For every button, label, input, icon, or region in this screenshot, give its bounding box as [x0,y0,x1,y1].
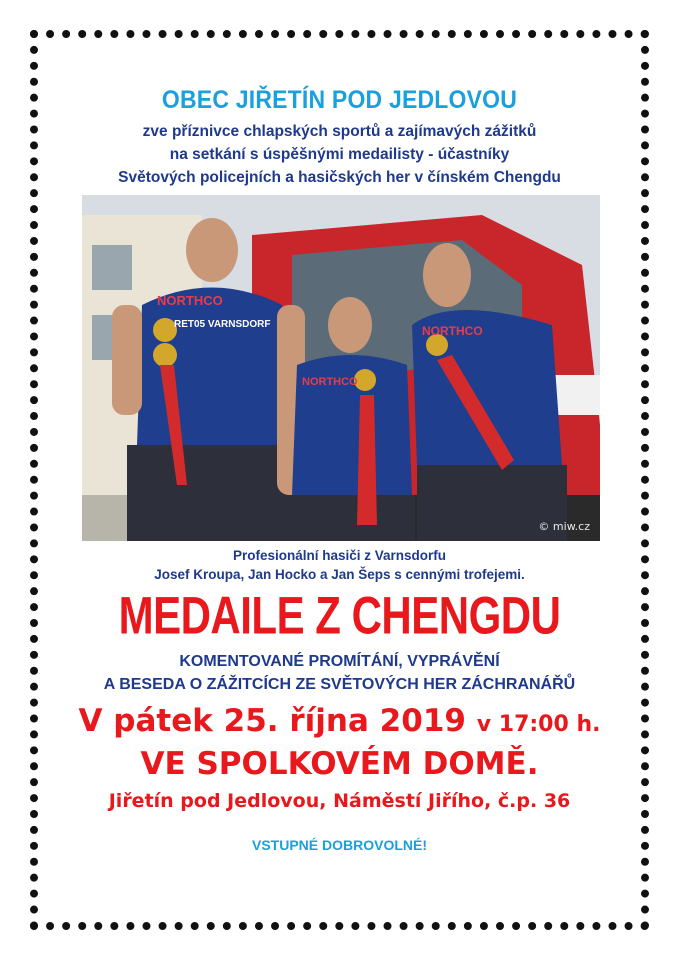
event-headline: MEDAILE Z CHENGDU [118,586,561,645]
shirt-logo-3: NORTHCO [422,324,483,338]
shirt-text-1: RET05 VARNSDORF [174,319,271,330]
photo-credit: © miw.cz [538,520,590,533]
event-date [0,703,679,739]
event-address: Jiřetín pod Jedlovou, Náměstí Jiřího, č.p. 36 [108,790,571,812]
shirt-logo-1: NORTHCO [157,293,223,308]
poster-title: OBEC JIŘETÍN POD JEDLOVOU [161,84,518,114]
shirt-logo-2: NORTHCO [302,376,358,388]
intro-text [0,120,679,189]
photo-illustration [82,195,600,541]
caption-line-2: Josef Kroupa, Jan Hocko a Jan Šeps s cennými trofejemi. [154,567,525,582]
intro-line-3: Světových policejních a hasičských her v čínském Chengdu [118,169,561,186]
caption-line-1: Profesionální hasiči z Varnsdorfu [232,548,447,563]
description-line-1: KOMENTOVANÉ PROMÍTÁNÍ, VYPRÁVĚNÍ [179,653,500,670]
intro-line-1: zve příznivce chlapských sportů a zajímavých zážitků [142,123,537,140]
event-date-text: V pátek 25. října 2019 [78,703,466,739]
event-time: v 17:00 h. [476,712,601,737]
photo-caption [0,546,679,584]
event-description [0,650,679,696]
description-line-2: A BESEDA O ZÁŽITCÍCH ZE SVĚTOVÝCH HER ZÁCHRANÁŘŮ [103,676,576,693]
intro-line-2: na setkání s úspěšnými medailisty - účastníky [169,146,510,163]
event-venue: VE SPOLKOVÉM DOMĚ. [140,746,539,782]
entry-note: VSTUPNÉ DOBROVOLNÉ! [251,837,427,853]
firefighters-photo [82,195,600,541]
